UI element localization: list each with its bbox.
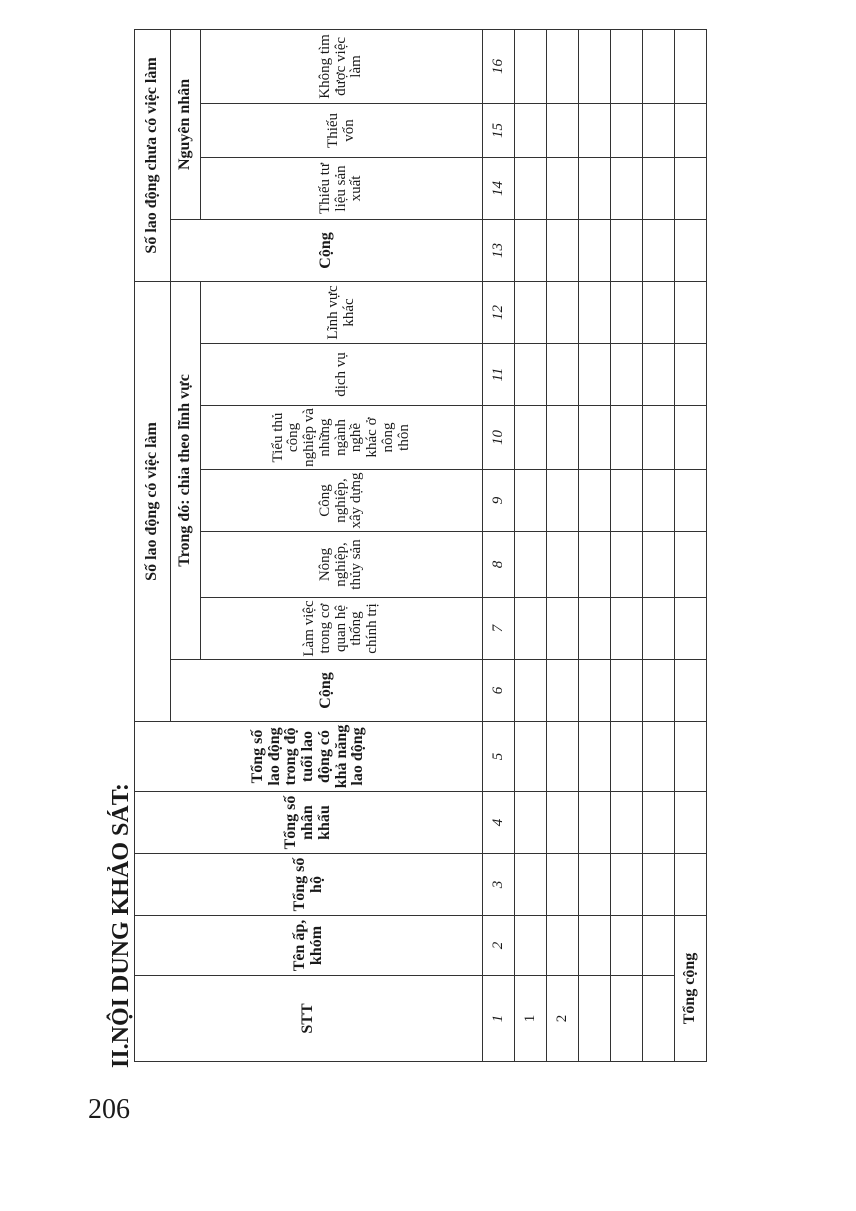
- header-tong-so-lao-dong: Tổng số lao động trong độ tuổi lao động có khả năng lao động: [135, 722, 483, 792]
- column-number: 12: [483, 281, 515, 343]
- column-number: 7: [483, 598, 515, 660]
- table-row: [579, 29, 611, 1061]
- column-number: 9: [483, 470, 515, 532]
- column-number: 8: [483, 532, 515, 598]
- header-tong-so-ho: Tổng số hộ: [135, 854, 483, 916]
- column-number: 4: [483, 792, 515, 854]
- header-thieu-tu-lieu: Thiếu tư liệu sản xuất: [201, 157, 483, 219]
- header-lam-viec-he-thong: Làm việc trong cơ quan hệ thống chính trị: [201, 598, 483, 660]
- header-tieu-thu-cong: Tiểu thủ công nghiệp và những ngành nghề khác ở nông thôn: [201, 406, 483, 470]
- row-number: 1: [515, 976, 547, 1062]
- header-co-viec-lam: Số lao động có việc làm: [135, 281, 171, 721]
- column-number: 6: [483, 660, 515, 722]
- header-stt: STT: [135, 976, 483, 1062]
- header-khong-tim-duoc: Không tìm được việc làm: [201, 29, 483, 103]
- header-cong-co-viec: Cộng: [171, 660, 483, 722]
- row-number: 2: [547, 976, 579, 1062]
- header-ten-ap-khom: Tên ấp, khóm: [135, 916, 483, 976]
- table-row: [611, 29, 643, 1061]
- column-number-row: [483, 29, 515, 1061]
- header-nguyen-nhan: Nguyên nhân: [171, 29, 201, 219]
- column-number: 11: [483, 344, 515, 406]
- survey-table: [134, 29, 707, 1062]
- total-row: [675, 29, 707, 1061]
- table-row: [547, 29, 579, 1061]
- survey-table-container: [134, 34, 699, 1062]
- column-number: 16: [483, 29, 515, 103]
- total-label: Tổng cộng: [675, 916, 707, 1062]
- header-cong-nghiep: Công nghiệp, xây dựng: [201, 470, 483, 532]
- table-row: [643, 29, 675, 1061]
- column-number: 14: [483, 157, 515, 219]
- table-row: [515, 29, 547, 1061]
- column-number: 1: [483, 976, 515, 1062]
- column-number: 2: [483, 916, 515, 976]
- header-thieu-von: Thiếu vốn: [201, 103, 483, 157]
- column-number: 13: [483, 219, 515, 281]
- column-number: 10: [483, 406, 515, 470]
- column-number: 3: [483, 854, 515, 916]
- header-dich-vu: dịch vụ: [201, 344, 483, 406]
- page-number: 206: [88, 1094, 130, 1125]
- header-trong-do: Trong đó: chia theo lĩnh vực: [171, 281, 201, 659]
- header-cong-chua-co-viec: Cộng: [171, 219, 483, 281]
- header-nong-nghiep: Nông nghiệp, thủy sản: [201, 532, 483, 598]
- header-chua-co-viec-lam: Số lao động chưa có việc làm: [135, 29, 171, 281]
- column-number: 5: [483, 722, 515, 792]
- section-title: II.NỘI DUNG KHẢO SÁT:: [108, 783, 134, 1068]
- header-tong-so-nhan-khau: Tổng số nhân khẩu: [135, 792, 483, 854]
- header-linh-vuc-khac: Lĩnh vực khác: [201, 281, 483, 343]
- column-number: 15: [483, 103, 515, 157]
